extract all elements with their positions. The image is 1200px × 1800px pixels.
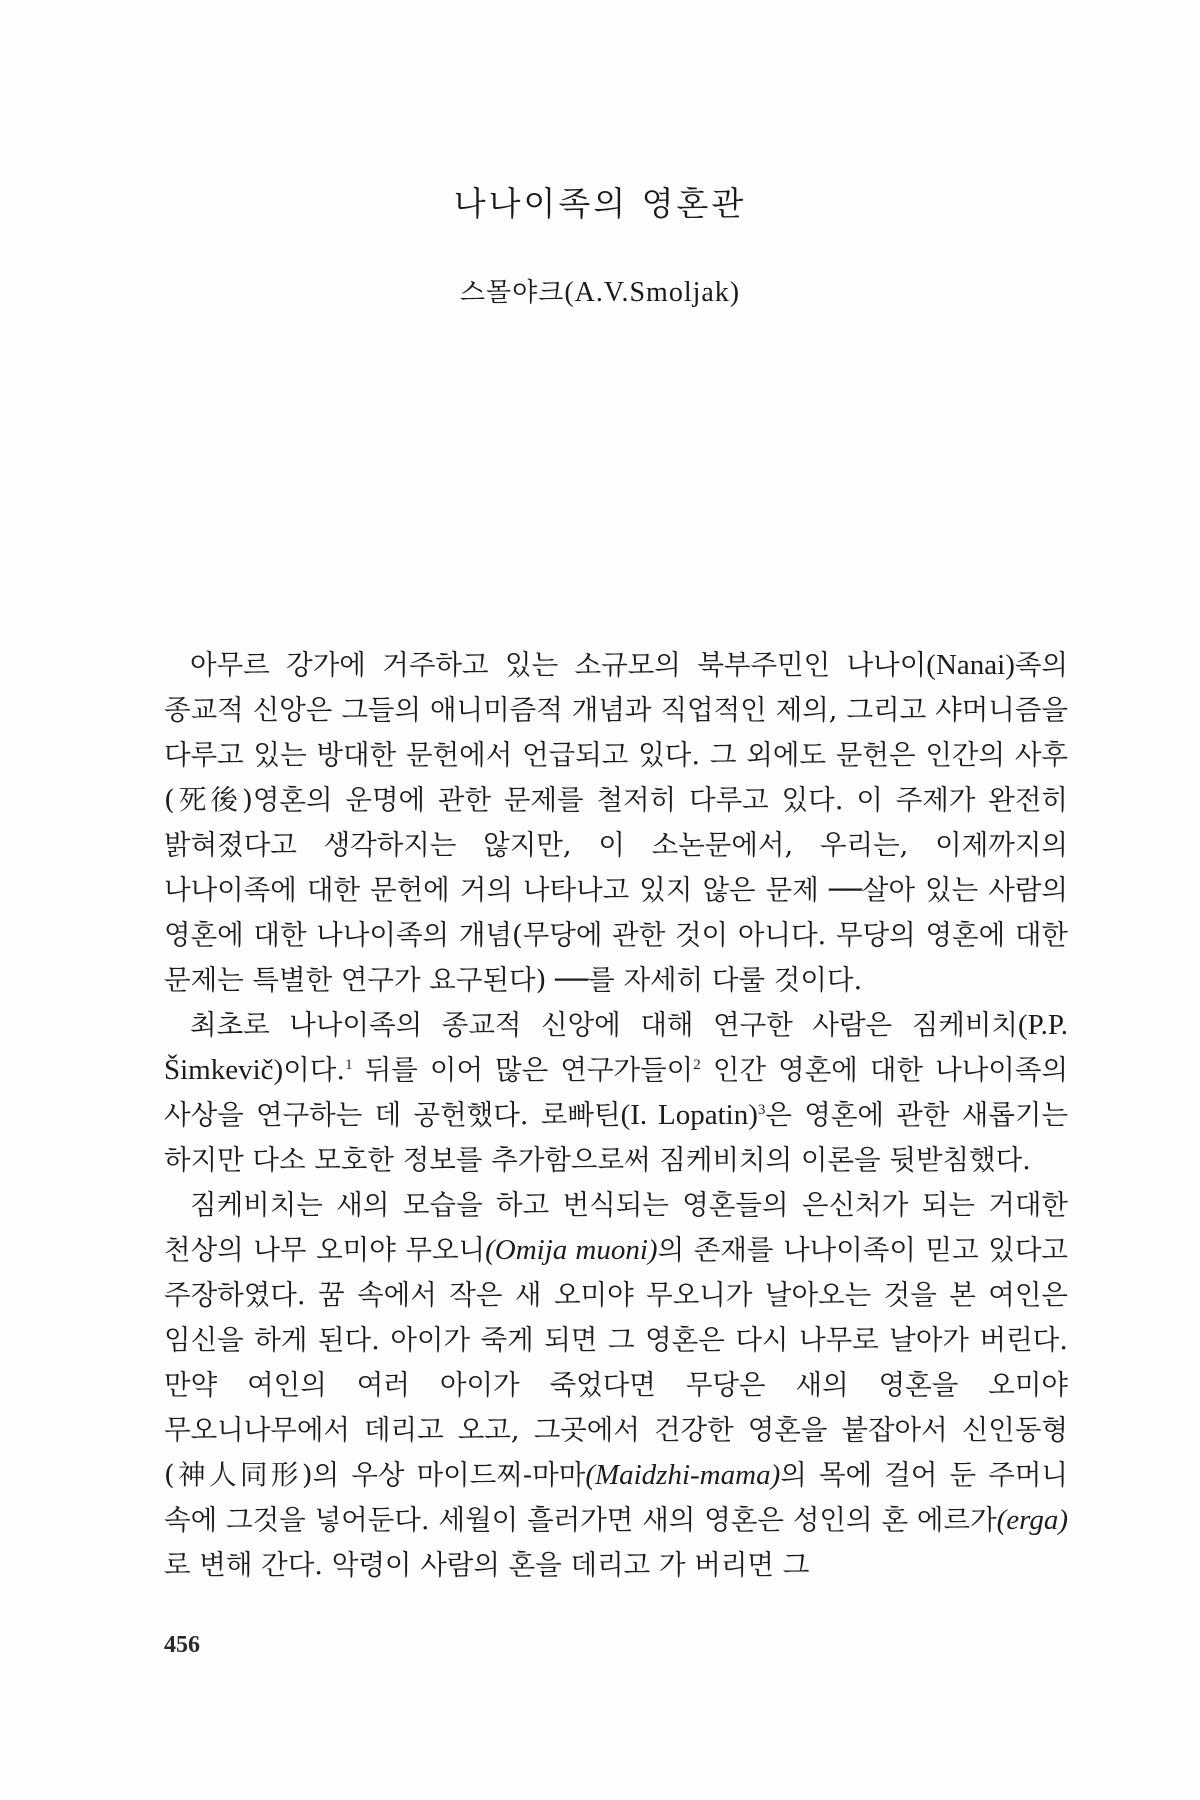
page-number: 456 bbox=[164, 1632, 200, 1658]
italic-term: (erga) bbox=[996, 1504, 1068, 1536]
author-korean-name: 스몰야크 bbox=[459, 278, 565, 308]
italic-term: (Maidzhi-mama) bbox=[585, 1459, 781, 1491]
text-run: 뒤를 이어 많은 연구가들이 bbox=[352, 1054, 694, 1086]
article-author bbox=[0, 272, 1200, 309]
article-title: 나나이족의 영혼관 bbox=[453, 184, 747, 223]
article-body bbox=[164, 643, 1068, 1588]
text-run: 은 영혼에 관한 새롭기는 하지만 다소 모호한 정보를 추가함으로써 짐케비치의 이론을 뒷받침했다. bbox=[164, 1099, 1069, 1176]
text-run: 최초로 나나이족의 종교적 신앙에 대해 연구한 사람은 짐케비치 bbox=[190, 1009, 1018, 1041]
paragraph-1 bbox=[164, 643, 1068, 1003]
italic-term: (Omija muoni) bbox=[485, 1234, 658, 1266]
text-run: 짐케비치는 새의 모습을 하고 번식되는 영혼들의 은신처가 되는 거대한 천상의 나무 오미야 무오니 bbox=[164, 1189, 1068, 1266]
latin-term: (I. Lopatin) bbox=[620, 1099, 758, 1131]
latin-term: (Nanai) bbox=[926, 649, 1015, 681]
footnote-marker: 3 bbox=[757, 1101, 766, 1118]
text-run: 로 변해 간다. 악령이 사람의 혼을 데리고 가 버리면 그 bbox=[164, 1549, 810, 1581]
text-run: 족의 종교적 신앙은 그들의 애니미즘적 개념과 직업적인 제의, 그리고 샤머니즘을 다루고 있는 방대한 문헌에서 언급되고 있다. 그 외에도 문헌은 인간의 사후(死後)영혼의 운명에 관한 문제를 철저히 다루고 있다. 이 주제가 완전히 밝혀졌다고 생각하지는 않지만, 이 소논문에서, 우리는, 이제까지의 나나이족에 대한 문헌에 거의 나타나고 있지 않은 문제 ──살아 있는 사람의 영혼에 대한 나나이족의 개념(무당에 관한 것이 아니다. 무당의 영혼에 대한 문제는 특별한 연구가 요구된다) ──를 자세히 다룰 것이다. bbox=[164, 649, 1068, 996]
text-run: 아무르 강가에 거주하고 있는 소규모의 북부주민인 나나이 bbox=[190, 649, 927, 681]
footnote-marker: 1 bbox=[345, 1056, 353, 1073]
footnote-marker: 2 bbox=[693, 1056, 701, 1073]
text-run: 이다. bbox=[283, 1054, 346, 1086]
text-run: 의 목에 걸어 둔 주머니 속에 그것을 넣어둔다. 세월이 흘러가면 새의 영혼은 성인의 혼 에르가 bbox=[164, 1459, 1068, 1536]
text-run: 인간 영혼에 대한 나나이족의 사상을 연구하는 데 공헌했다. 로빠틴 bbox=[164, 1054, 1069, 1131]
paragraph-2 bbox=[164, 1003, 1068, 1183]
author-roman-name: (A.V.Smoljak) bbox=[564, 277, 741, 308]
text-run: 의 존재를 나나이족이 믿고 있다고 주장하였다. 꿈 속에서 작은 새 오미야 무오니가 날아오는 것을 본 여인은 임신을 하게 된다. 아이가 죽게 되면 그 영혼은 다시 나무로 날아가 버린다. 만약 여인의 여러 아이가 죽었다면 무당은 새의 영혼을 오미야 무오니나무에서 데리고 오고, 그곳에서 건강한 영혼을 붙잡아서 신인동형(神人同形)의 우상 마이드찌-마마 bbox=[164, 1234, 1068, 1491]
paragraph-3 bbox=[164, 1183, 1068, 1588]
latin-term: (P.P. Šimkevič) bbox=[164, 1009, 1068, 1086]
